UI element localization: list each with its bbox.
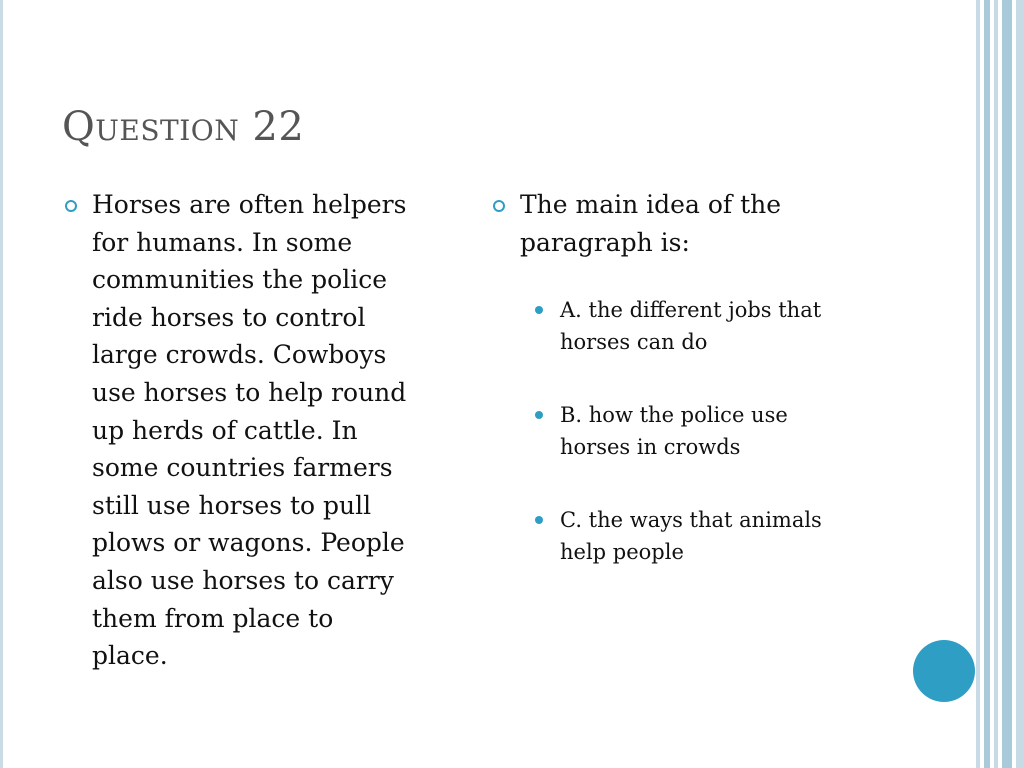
slide-title: Question 22 — [62, 104, 305, 150]
ring-bullet-icon — [493, 200, 505, 212]
dot-bullet-icon — [535, 411, 543, 419]
option-text: B. how the police use horses in crowds — [560, 403, 788, 460]
decorative-circle — [913, 640, 975, 702]
ring-bullet-icon — [65, 200, 77, 212]
dot-bullet-icon — [535, 306, 543, 314]
paragraph-bullet — [62, 186, 462, 675]
stripe — [976, 0, 980, 768]
option-c — [530, 504, 910, 568]
stripe — [994, 0, 998, 768]
option-a — [530, 294, 910, 358]
prompt-bullet — [490, 186, 910, 261]
option-text: C. the ways that animals help people — [560, 508, 822, 565]
right-decorative-stripes — [976, 0, 1024, 768]
question-prompt: The main idea of the paragraph is: — [520, 190, 782, 257]
stripe — [1016, 0, 1024, 768]
dot-bullet-icon — [535, 516, 543, 524]
stripe — [984, 0, 990, 768]
passage-paragraph: Horses are often helpers for humans. In some communities the police ride horses to control large crowds. Cowboys use horses to help round up herds of cattle. In some countries farmers still use horses to pull plows or wagons. People also use horses to carry them from place to place. — [92, 190, 407, 671]
option-b — [530, 399, 910, 463]
left-edge-border — [0, 0, 3, 768]
right-column — [490, 186, 910, 609]
answer-options — [490, 294, 910, 568]
stripe — [1002, 0, 1012, 768]
option-text: A. the different jobs that horses can do — [560, 298, 822, 355]
left-column — [62, 186, 462, 675]
